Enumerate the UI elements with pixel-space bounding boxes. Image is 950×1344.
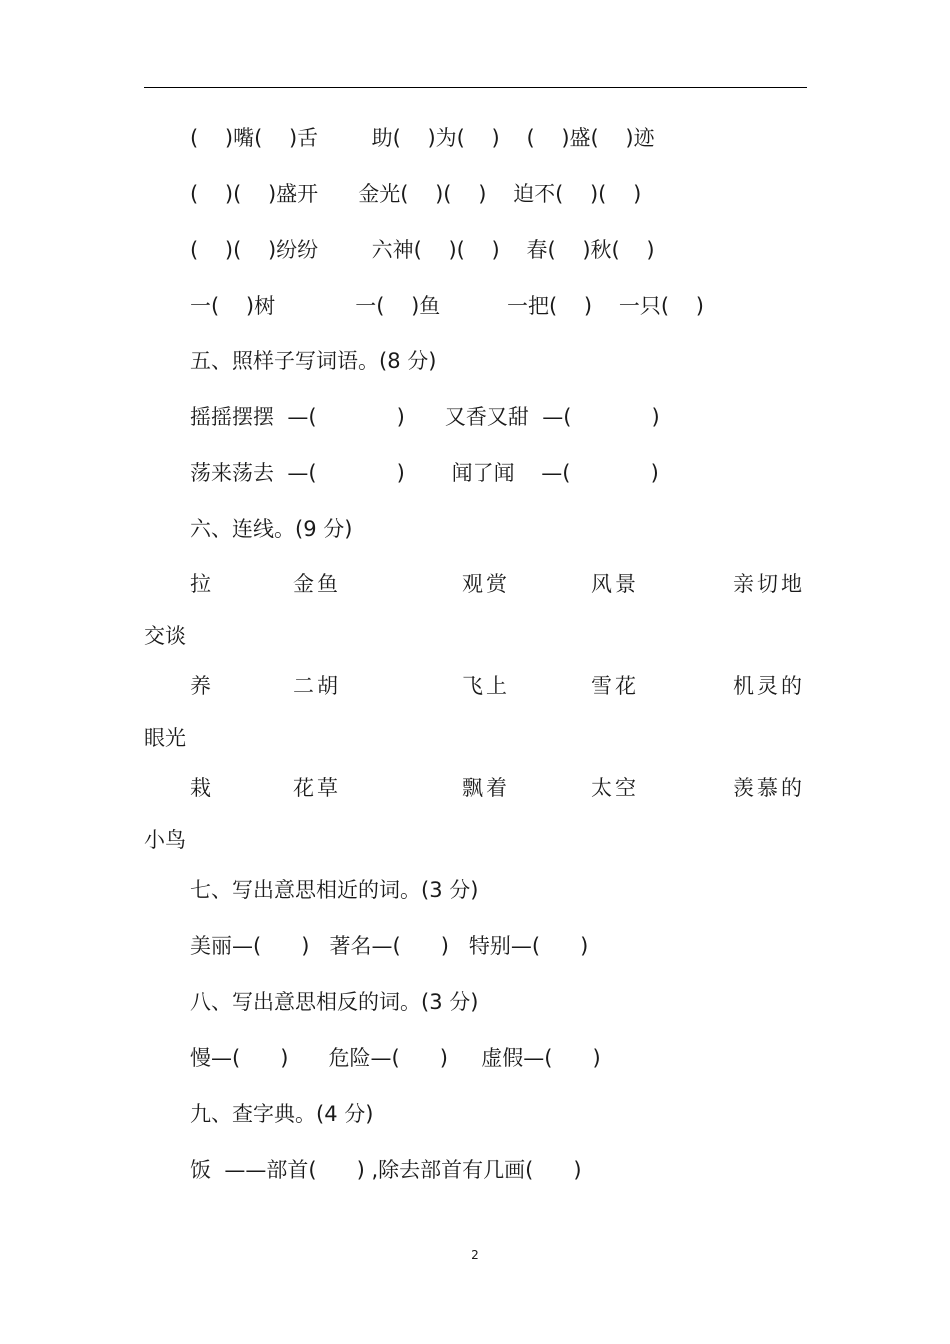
page-number: 2 [471, 1248, 479, 1262]
matching-cell: 金鱼 [293, 572, 341, 596]
matching-cell: 栽 [190, 776, 214, 800]
section-7-line: 美丽—( ) 著名—( ) 特别—( ) [190, 934, 589, 958]
idiom-line-1: ( )嘴( )舌 助( )为( ) ( )盛( )迹 [190, 126, 655, 150]
idiom-line-2: ( )( )盛开 金光( )( ) 迫不( )( ) [190, 182, 642, 206]
section-6-heading: 六、连线。(9 分) [190, 517, 353, 541]
matching-cell: 飘着 [462, 776, 510, 800]
section-7-heading: 七、写出意思相近的词。(3 分) [190, 878, 479, 902]
matching-cell: 雪花 [591, 674, 639, 698]
matching-cell: 羡慕的 [733, 776, 805, 800]
section-5-heading: 五、照样子写词语。(8 分) [190, 349, 437, 373]
section-9-line: 饭 ——部首( ) ,除去部首有几画( ) [190, 1158, 582, 1182]
matching-wrap: 交谈 [144, 624, 186, 648]
section-8-heading: 八、写出意思相反的词。(3 分) [190, 990, 479, 1014]
matching-cell: 亲切地 [733, 572, 805, 596]
matching-cell: 花草 [293, 776, 341, 800]
matching-wrap: 小鸟 [144, 828, 186, 852]
idiom-line-3: ( )( )纷纷 六神( )( ) 春( )秋( ) [190, 238, 655, 262]
section-8-line: 慢—( ) 危险—( ) 虚假—( ) [190, 1046, 601, 1070]
matching-cell: 风景 [591, 572, 639, 596]
matching-cell: 观赏 [462, 572, 510, 596]
matching-wrap: 眼光 [144, 726, 186, 750]
measure-word-line: 一( )树 一( )鱼 一把( ) 一只( ) [190, 294, 704, 318]
matching-cell: 拉 [190, 572, 214, 596]
section-5-line-2: 荡来荡去 —( ) 闻了闻 —( ) [190, 461, 659, 485]
matching-cell: 太空 [591, 776, 639, 800]
matching-cell: 机灵的 [733, 674, 805, 698]
matching-cell: 养 [190, 674, 214, 698]
section-9-heading: 九、查字典。(4 分) [190, 1102, 374, 1126]
matching-cell: 二胡 [293, 674, 341, 698]
header-rule [144, 87, 807, 88]
section-5-line-1: 摇摇摆摆 —( ) 又香又甜 —( ) [190, 405, 660, 429]
matching-cell: 飞上 [462, 674, 510, 698]
